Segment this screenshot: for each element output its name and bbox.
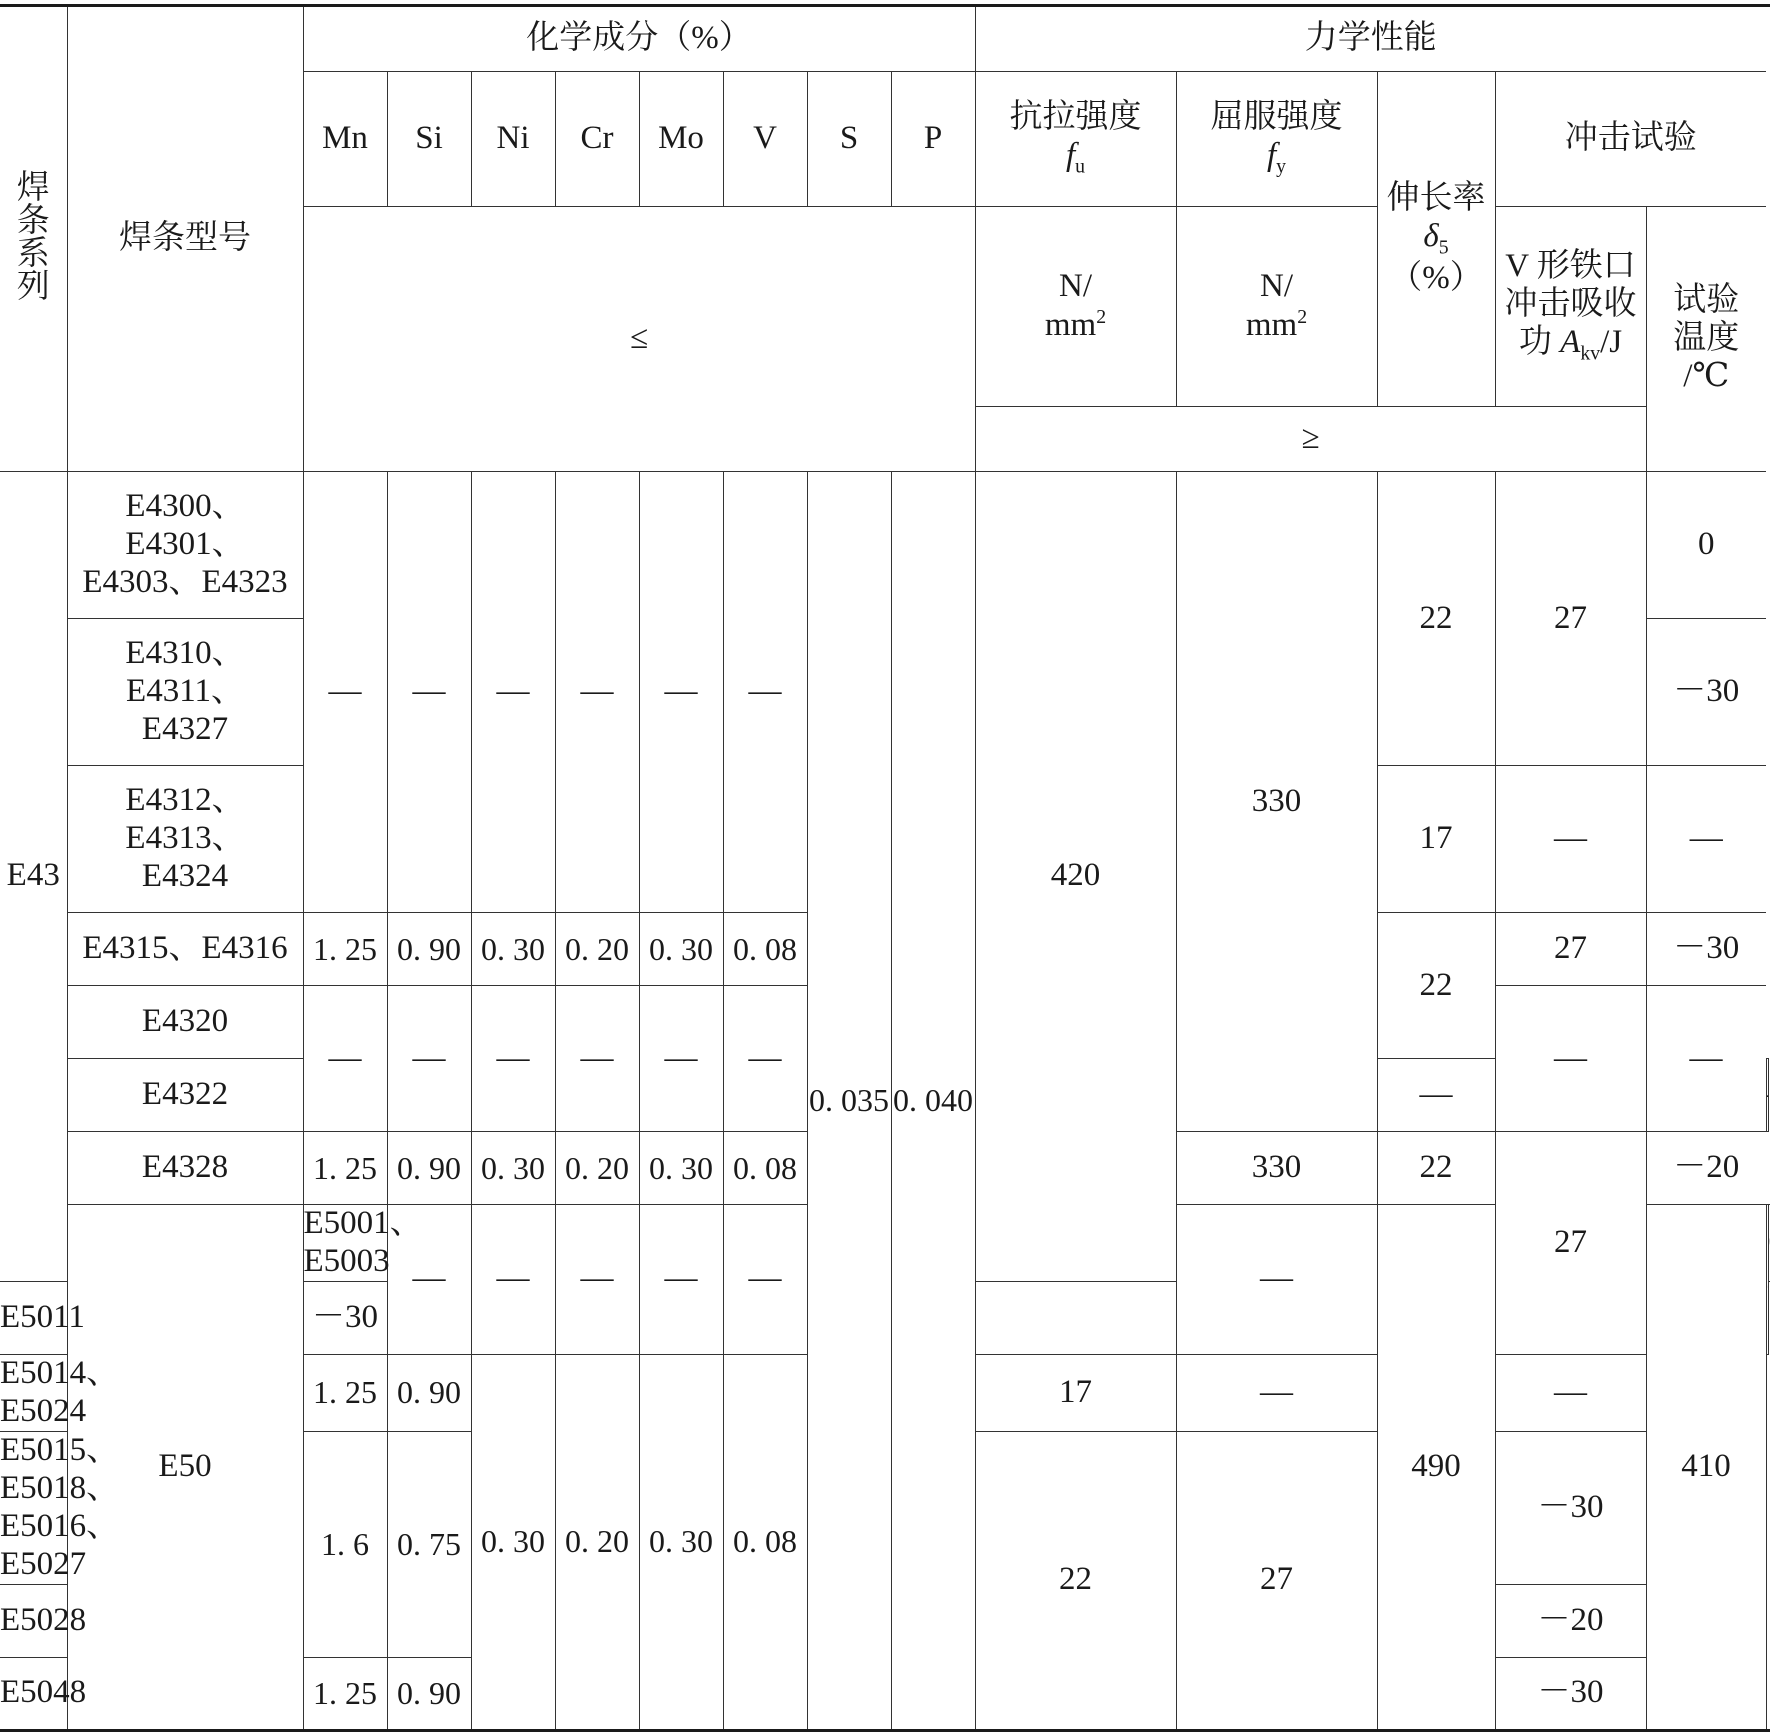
mn-cell: — — [303, 472, 387, 913]
ni-cell: — — [471, 472, 555, 913]
test-temp-cell: — — [1646, 986, 1766, 1132]
model-cell: E4322 — [67, 1059, 303, 1132]
tensile-unit: N/ $mm^2$ — [975, 207, 1176, 407]
model-cell: E4312、E4313、 E4324 — [67, 766, 303, 913]
element-header-p: P — [891, 72, 975, 207]
mn-cell: 1. 25 — [303, 913, 387, 986]
si-cell: 0. 90 — [387, 1354, 471, 1431]
test-temp-cell: －30 — [1646, 619, 1766, 766]
cr-cell: — — [555, 472, 639, 913]
test-temp-cell: — — [1646, 766, 1766, 913]
mn-cell: — — [387, 1205, 471, 1355]
model-cell: E4320 — [67, 986, 303, 1059]
v-cell: 0. 08 — [723, 1132, 807, 1205]
impact-energy-cell: — — [1495, 986, 1646, 1132]
element-header-cr: Cr — [555, 72, 639, 207]
si-cell: 0. 90 — [387, 913, 471, 986]
si-cell: — — [387, 472, 471, 913]
yield-header — [1176, 72, 1377, 207]
v-cell: — — [1176, 1205, 1377, 1355]
element-header-s: S — [807, 72, 891, 207]
mn-cell: 1. 6 — [303, 1431, 387, 1657]
series-e50: E50 — [67, 1205, 303, 1731]
impact-energy-header: V 形铁口 冲击吸收 功 $A_{kv}/J$ — [1495, 207, 1646, 407]
test-temp-cell: －20 — [1646, 1132, 1766, 1205]
v-cell: — — [723, 472, 807, 913]
mech-limit-ge: ≥ — [975, 407, 1646, 472]
mo-cell: — — [639, 472, 723, 913]
mo-cell: 0. 30 — [639, 913, 723, 986]
elongation-cell: 22 — [1377, 472, 1495, 766]
model-cell: E4328 — [67, 1132, 303, 1205]
impact-energy-cell: — — [1495, 766, 1646, 913]
s-cell: 0. 035 — [807, 472, 891, 1731]
element-header-mo: Mo — [639, 72, 723, 207]
mo-cell: 0. 30 — [639, 1132, 723, 1205]
element-header-si: Si — [387, 72, 471, 207]
ni-cell: 0. 30 — [471, 913, 555, 986]
model-cell: E5015、E5018、 E5016、E5027 — [0, 1431, 67, 1584]
mn-cell: 1. 25 — [303, 1657, 387, 1730]
yield-unit: N/ $mm^2$ — [1176, 207, 1377, 407]
si-cell: 0. 75 — [387, 1431, 471, 1657]
test-temp-cell: －30 — [303, 1281, 387, 1354]
model-header: 焊条型号 — [67, 6, 303, 472]
mo-cell: — — [723, 1205, 807, 1355]
test-temp-cell: －30 — [1646, 913, 1766, 986]
cr-cell: 0. 20 — [555, 913, 639, 986]
mo-cell: 0. 30 — [639, 1354, 723, 1730]
tensile-title: 抗拉强度 — [1009, 99, 1142, 136]
series-header-text: 焊条系列 — [16, 169, 50, 305]
test-temp-cell: －30 — [1495, 1431, 1646, 1584]
yield-cell: 410 — [1646, 1205, 1766, 1731]
test-temp-cell: — — [1495, 1354, 1646, 1431]
yield-symbol: $f_y$ — [1266, 137, 1287, 178]
tensile-cell: 490 — [1377, 1205, 1495, 1731]
elongation-unit: （%） — [1389, 259, 1483, 296]
test-temp-cell: －30 — [1495, 1657, 1646, 1730]
model-cell: E5014、E5024 — [0, 1354, 67, 1431]
cr-cell: 0. 20 — [555, 1354, 639, 1730]
test-temp-cell — [1768, 1205, 1770, 1282]
si-cell: — — [471, 1205, 555, 1355]
impact-header: 冲击试验 — [1495, 72, 1766, 207]
ni-cell: — — [555, 1205, 639, 1355]
elongation-cell: 17 — [975, 1354, 1176, 1431]
impact-energy-cell: 27 — [1495, 472, 1646, 766]
ni-cell: — — [471, 986, 555, 1132]
ni-cell: 0. 30 — [471, 1354, 555, 1730]
elongation-symbol: $\delta_5$ — [1423, 218, 1449, 259]
impact-energy-cell: 27 — [1495, 1132, 1646, 1355]
v-cell: — — [723, 986, 807, 1132]
test-temp-cell: －20 — [1495, 1584, 1646, 1657]
p-cell: 0. 040 — [891, 472, 975, 1731]
cr-cell: — — [639, 1205, 723, 1355]
si-cell: — — [387, 986, 471, 1132]
yield-title: 屈服强度 — [1210, 99, 1343, 136]
table-row — [0, 472, 1770, 619]
yield-cell: 330 — [1176, 472, 1377, 1132]
model-cell: E5011 — [0, 1281, 67, 1354]
test-temp-cell: 0 — [1646, 472, 1766, 619]
model-cell: E5001、E5003 — [303, 1205, 387, 1282]
elongation-title: 伸长率 — [1386, 180, 1486, 217]
element-header-mn: Mn — [303, 72, 387, 207]
elongation-header — [1377, 72, 1495, 407]
elongation-cell: 17 — [1377, 766, 1495, 913]
series-e43: E43 — [0, 472, 67, 1282]
chem-group-header: 化学成分（%） — [303, 6, 975, 72]
elongation-cell: 22 — [975, 1431, 1176, 1730]
model-cell: E4315、E4316 — [67, 913, 303, 986]
elongation-cell: 22 — [1377, 1132, 1495, 1205]
ni-cell: 0. 30 — [471, 1132, 555, 1205]
yield-cell: — — [1377, 1059, 1495, 1132]
impact-energy-cell: 27 — [1176, 1431, 1377, 1730]
mn-cell: — — [303, 986, 387, 1132]
cr-cell: 0. 20 — [555, 1132, 639, 1205]
impact-energy-cell: — — [1176, 1354, 1377, 1431]
v-cell: 0. 08 — [723, 1354, 807, 1730]
mn-cell: 1. 25 — [303, 1354, 387, 1431]
model-cell: E4310、E4311、 E4327 — [67, 619, 303, 766]
element-header-v: V — [723, 72, 807, 207]
impact-energy-cell: 27 — [1495, 913, 1646, 986]
si-cell: 0. 90 — [387, 1657, 471, 1730]
header-row — [0, 6, 1770, 72]
test-temp-header: 试验 温度 /℃ — [1646, 207, 1766, 472]
chem-limit-le: ≤ — [303, 207, 975, 472]
elongation-cell — [1766, 1059, 1768, 1132]
mech-group-header: 力学性能 — [975, 6, 1766, 72]
welding-electrode-table — [0, 4, 1770, 1732]
model-cell: E5028 — [0, 1584, 67, 1657]
element-header-ni: Ni — [471, 72, 555, 207]
v-cell: 0. 08 — [723, 913, 807, 986]
tensile-symbol: $f_u$ — [1065, 137, 1086, 178]
si-cell: 0. 90 — [387, 1132, 471, 1205]
cr-cell: — — [555, 986, 639, 1132]
series-header — [0, 6, 67, 472]
tensile-header — [975, 72, 1176, 207]
elongation-cell: 22 — [1377, 913, 1495, 1059]
tensile-cell: 420 — [975, 472, 1176, 1282]
mo-cell: — — [639, 986, 723, 1132]
yield-cell: 330 — [1176, 1132, 1377, 1205]
model-cell: E5048 — [0, 1657, 67, 1730]
model-cell: E4300、E4301、 E4303、E4323 — [67, 472, 303, 619]
mn-cell: 1. 25 — [303, 1132, 387, 1205]
